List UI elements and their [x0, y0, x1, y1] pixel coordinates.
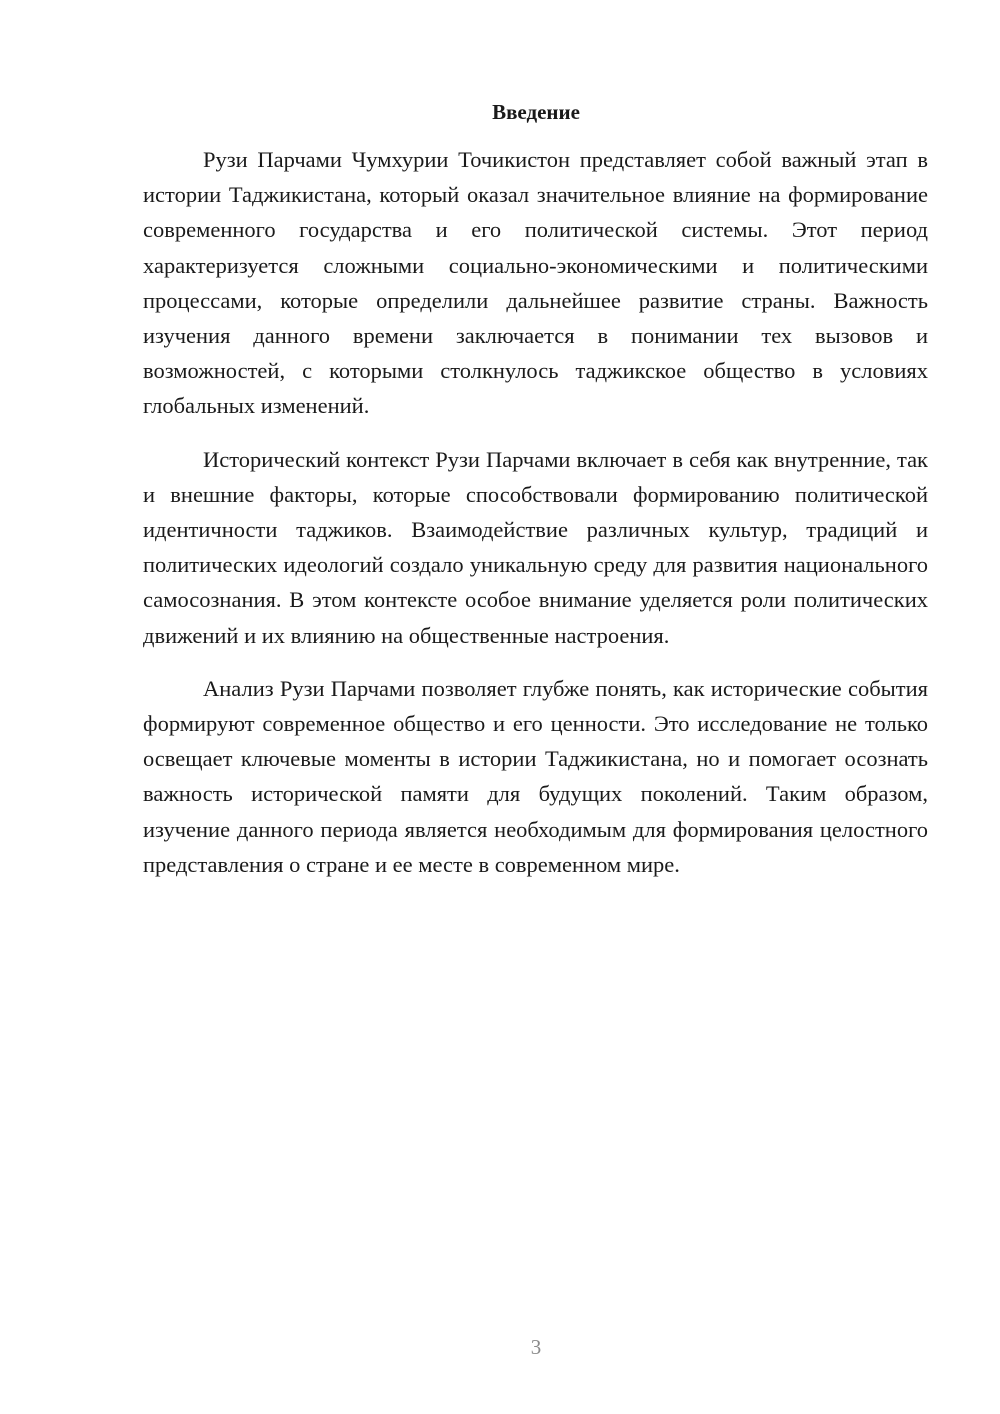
- section-title: Введение: [492, 100, 580, 124]
- paragraph-3: Анализ Рузи Парчами позволяет глубже понять, как исторические события формируют современное общество и его ценности. Это исследование не только освещает ключевые моменты в истории Таджикистана, но и помогает осознать важность исторической памяти для будущих поколений. Таким образом, изучение данного периода является необходимым для формирования целостного представления о стране и ее месте в современном мире.: [143, 675, 928, 877]
- paragraph-1: Рузи Парчами Чумхурии Точикистон представляет собой важный этап в истории Таджикистана, который оказал значительное влияние на формирование современного государства и его политической системы. Этот период характеризуется сложными социально-экономическими и политическими процессами, которые определили дальнейшее развитие страны. Важность изучения данного времени заключается в понимании тех вызовов и возможностей, с которыми столкнулось таджикское общество в условиях глобальных изменений.: [143, 147, 928, 419]
- body-text: [143, 142, 928, 900]
- page-number: 3: [530, 1335, 542, 1359]
- paragraph-2: Исторический контекст Рузи Парчами включает в себя как внутренние, так и внешние факторы, которые способствовали формированию политической идентичности таджиков. Взаимодействие различных культур, традиций и политических идеологий создало уникальную среду для развития национального самосознания. В этом контексте особое внимание уделяется роли политических движений и их влиянию на общественные настроения.: [143, 446, 928, 648]
